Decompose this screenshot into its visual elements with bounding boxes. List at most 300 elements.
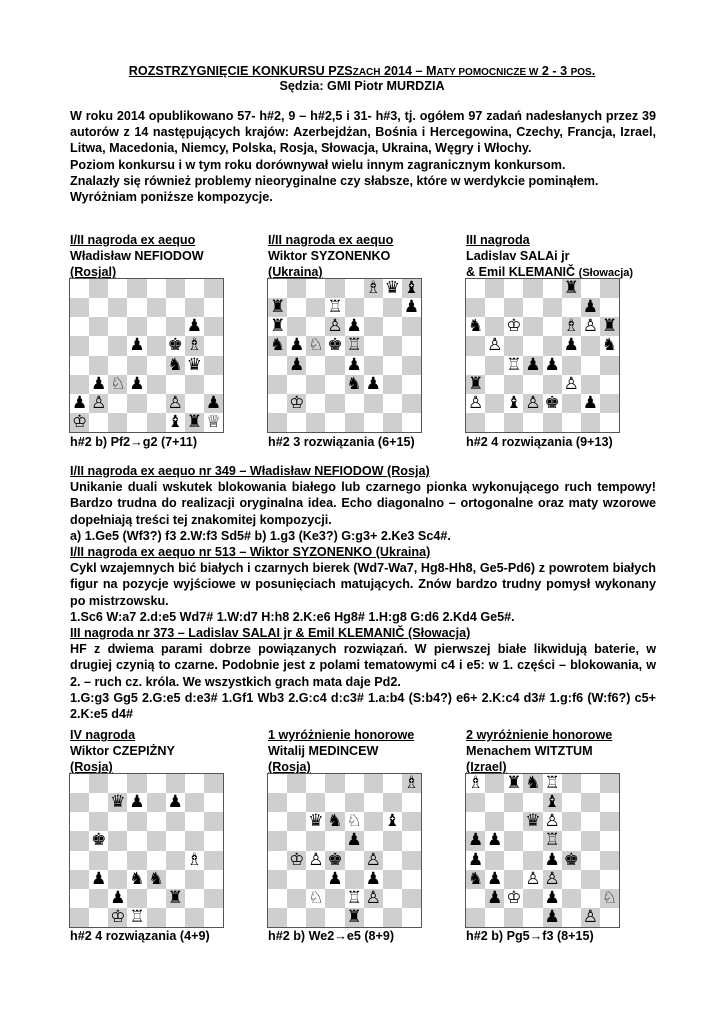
black-pawn-piece: ♟ <box>289 354 305 375</box>
black-bishop-piece: ♝ <box>544 792 560 813</box>
board-square <box>108 774 127 793</box>
board-square <box>204 870 223 889</box>
board-square <box>147 793 166 812</box>
board-square <box>147 298 166 317</box>
white-rook-piece: ♖ <box>327 297 343 318</box>
chess-diagram <box>465 773 620 928</box>
black-pawn-piece: ♟ <box>346 354 362 375</box>
award-label: IV nagroda <box>70 728 136 742</box>
author-name: Witalij MEDINCEW <box>268 744 379 759</box>
black-bishop-piece: ♝ <box>167 411 183 432</box>
board-square <box>306 831 325 850</box>
board-square <box>485 356 504 375</box>
white-pawn-piece: ♙ <box>525 392 541 413</box>
black-knight-piece: ♞ <box>269 335 286 356</box>
board-square <box>268 356 287 375</box>
white-knight-piece: ♘ <box>110 373 126 394</box>
board-square <box>127 831 146 850</box>
board-square <box>485 394 504 413</box>
board-square <box>383 774 402 793</box>
board-square <box>147 831 166 850</box>
board-square <box>504 336 523 355</box>
white-queen-piece: ♕ <box>205 411 222 432</box>
black-queen-piece: ♛ <box>384 278 400 298</box>
black-rook-piece: ♜ <box>346 906 362 927</box>
white-king-piece: ♔ <box>71 411 88 432</box>
white-knight-piece: ♘ <box>601 887 618 908</box>
board-square <box>523 831 542 850</box>
white-pawn-piece: ♙ <box>308 849 324 870</box>
diagram-caption: h#2 4 rozwiązania (4+9) <box>70 929 210 943</box>
white-pawn-piece: ♙ <box>467 392 484 413</box>
board-square <box>402 908 421 927</box>
board-square <box>127 356 146 375</box>
title-part: 2014 – M <box>380 64 437 78</box>
board-square <box>108 356 127 375</box>
board-square <box>70 279 89 298</box>
board-square <box>185 375 204 394</box>
board-square <box>147 908 166 927</box>
board-square <box>108 317 127 336</box>
board-square <box>600 279 619 298</box>
problem-header <box>268 727 414 776</box>
author-country: (Rosja) <box>70 760 113 775</box>
black-queen-piece: ♛ <box>308 811 324 832</box>
problem-header <box>268 232 393 281</box>
award-label: 1 wyróżnienie honorowe <box>268 728 415 742</box>
award-label: III nagroda <box>466 233 530 247</box>
board-square <box>383 298 402 317</box>
board-square <box>70 812 89 831</box>
board-square <box>581 793 600 812</box>
board-square <box>364 793 383 812</box>
board-square <box>306 774 325 793</box>
board-square <box>306 908 325 927</box>
board-square <box>70 375 89 394</box>
board-square <box>466 336 485 355</box>
solution-moves: 1.G:g3 Gg5 2.G:e5 d:e3# 1.Gf1 Wb3 2.G:c4 d:c3# 1.a:b4 (S:b4?) e6+ 2.K:c4 d3# 1.g:f6 (W:f6?) c5+ 2.K:e5 d4# <box>70 690 656 722</box>
board-square <box>166 851 185 870</box>
title-part: PZS <box>328 64 353 78</box>
board-square <box>523 908 542 927</box>
author-name: Menachem WITZTUM <box>466 744 593 759</box>
black-pawn-piece: ♟ <box>186 316 202 337</box>
board-square <box>127 851 146 870</box>
intro-paragraph: Znalazły się również problemy nieoryginalne czy słabsze, które w werdykcie pominąłem. <box>70 173 599 188</box>
board-square <box>600 356 619 375</box>
board-square <box>562 298 581 317</box>
board-square <box>204 298 223 317</box>
board-square <box>402 870 421 889</box>
board-square <box>185 908 204 927</box>
author-name: Wiktor SYZONENKO <box>268 249 391 264</box>
board-square <box>306 413 325 432</box>
board-square <box>268 774 287 793</box>
board-square <box>147 774 166 793</box>
board-square <box>70 356 89 375</box>
white-rook-piece: ♖ <box>506 354 522 375</box>
white-bishop-piece: ♗ <box>186 849 202 870</box>
board-square <box>204 812 223 831</box>
black-rook-piece: ♜ <box>269 297 286 318</box>
board-square <box>204 317 223 336</box>
white-rook-piece: ♖ <box>346 887 362 908</box>
board-square <box>581 870 600 889</box>
black-knight-piece: ♞ <box>148 868 164 889</box>
white-bishop-piece: ♗ <box>186 335 202 356</box>
white-rook-piece: ♖ <box>346 335 362 356</box>
problem-header <box>70 232 204 281</box>
white-knight-piece: ♘ <box>346 811 362 832</box>
author-country: (Rosja) <box>268 760 311 775</box>
board-square <box>562 812 581 831</box>
board-square <box>600 394 619 413</box>
board-square <box>89 279 108 298</box>
board-square <box>364 336 383 355</box>
board-square <box>147 279 166 298</box>
award-label: I/II nagroda ex aequo <box>268 233 394 247</box>
board-square <box>166 774 185 793</box>
board-square <box>70 851 89 870</box>
board-square <box>466 356 485 375</box>
board-square <box>504 793 523 812</box>
board-square <box>108 870 127 889</box>
black-pawn-piece: ♟ <box>487 830 503 851</box>
board-square <box>287 812 306 831</box>
board-square <box>70 336 89 355</box>
board-square <box>504 375 523 394</box>
black-knight-piece: ♞ <box>467 316 484 337</box>
board-square <box>345 774 364 793</box>
problem-header <box>70 727 175 776</box>
chess-diagram <box>69 278 224 433</box>
solution-heading: I/II nagroda ex aequo nr 513 – Wiktor SYZONENKO (Ukraina) <box>70 545 431 560</box>
black-pawn-piece: ♟ <box>110 887 126 908</box>
white-bishop-piece: ♗ <box>467 773 484 793</box>
board-square <box>466 413 485 432</box>
board-square <box>127 394 146 413</box>
white-pawn-piece: ♙ <box>582 316 598 337</box>
black-pawn-piece: ♟ <box>403 297 420 318</box>
chess-diagram <box>69 773 224 928</box>
black-knight-piece: ♞ <box>467 868 484 889</box>
black-king-piece: ♚ <box>91 830 107 851</box>
chess-diagram <box>267 278 422 433</box>
board-square <box>364 812 383 831</box>
white-pawn-piece: ♙ <box>365 849 381 870</box>
board-square <box>523 279 542 298</box>
board-square <box>306 298 325 317</box>
board-square <box>383 793 402 812</box>
board-square <box>89 851 108 870</box>
black-bishop-piece: ♝ <box>403 278 420 298</box>
title-part: 2 - 3 <box>538 64 571 78</box>
black-pawn-piece: ♟ <box>129 373 145 394</box>
board-square <box>345 413 364 432</box>
board-square <box>364 298 383 317</box>
board-square <box>268 812 287 831</box>
board-square <box>402 831 421 850</box>
board-square <box>70 889 89 908</box>
author-name: Ladislav SALAi jr <box>466 249 570 264</box>
diagram-caption: h#2 3 rozwiązania (6+15) <box>268 435 415 449</box>
judge-line: Sędzia: GMI Piotr MURDZIA <box>279 79 445 93</box>
black-pawn-piece: ♟ <box>129 792 145 813</box>
board-square <box>166 870 185 889</box>
board-square <box>287 413 306 432</box>
board-square <box>581 889 600 908</box>
diagram-caption: h#2 b) We2→e5 (8+9) <box>268 929 395 943</box>
board-square <box>89 812 108 831</box>
board-square <box>166 812 185 831</box>
board-square <box>383 356 402 375</box>
board-square <box>108 279 127 298</box>
black-pawn-piece: ♟ <box>129 335 145 356</box>
board-square <box>147 812 166 831</box>
board-square <box>185 812 204 831</box>
board-square <box>166 317 185 336</box>
board-square <box>325 774 344 793</box>
black-pawn-piece: ♟ <box>205 392 222 413</box>
board-square <box>185 394 204 413</box>
board-square <box>600 774 619 793</box>
board-square <box>402 394 421 413</box>
black-pawn-piece: ♟ <box>525 354 541 375</box>
board-square <box>306 356 325 375</box>
board-square <box>287 793 306 812</box>
board-square <box>166 831 185 850</box>
board-square <box>383 375 402 394</box>
board-square <box>166 375 185 394</box>
board-square <box>543 317 562 336</box>
solution-comment: Cykl wzajemnych bić białych i czarnych bierek (Wd7-Wa7, Hg8-Hh8, Ge5-Pd6) z powrotem białych figur na pozycje wyjściowe w posunięciach matujących. Znów bardzo trudny pomysł wykonany po mistrzowsku. <box>70 561 656 608</box>
black-knight-piece: ♞ <box>129 868 145 889</box>
black-pawn-piece: ♟ <box>327 868 343 889</box>
black-pawn-piece: ♟ <box>71 392 88 413</box>
black-pawn-piece: ♟ <box>487 868 503 889</box>
board-square <box>466 279 485 298</box>
black-rook-piece: ♜ <box>563 278 579 298</box>
board-square <box>402 317 421 336</box>
board-square <box>485 908 504 927</box>
board-square <box>325 413 344 432</box>
board-square <box>543 336 562 355</box>
board-square <box>402 851 421 870</box>
board-square <box>383 317 402 336</box>
board-square <box>600 870 619 889</box>
board-square <box>345 793 364 812</box>
board-square <box>600 831 619 850</box>
board-square <box>581 812 600 831</box>
title-part: ATY POMOCNICZE W <box>436 67 539 78</box>
board-square <box>485 317 504 336</box>
board-square <box>287 317 306 336</box>
board-square <box>523 375 542 394</box>
black-rook-piece: ♜ <box>506 773 522 793</box>
award-label: I/II nagroda ex aequo <box>70 233 196 247</box>
board-square <box>485 812 504 831</box>
board-square <box>204 774 223 793</box>
board-square <box>383 889 402 908</box>
board-square <box>89 774 108 793</box>
black-pawn-piece: ♟ <box>346 830 362 851</box>
board-square <box>70 774 89 793</box>
board-square <box>108 413 127 432</box>
board-square <box>287 908 306 927</box>
black-king-piece: ♚ <box>544 392 560 413</box>
board-square <box>89 793 108 812</box>
board-square <box>325 356 344 375</box>
board-square <box>108 831 127 850</box>
board-square <box>485 793 504 812</box>
white-king-piece: ♔ <box>289 392 305 413</box>
board-square <box>70 908 89 927</box>
board-square <box>485 279 504 298</box>
board-square <box>345 298 364 317</box>
problem-header <box>466 727 612 776</box>
board-square <box>325 793 344 812</box>
board-square <box>402 375 421 394</box>
board-square <box>185 279 204 298</box>
board-square <box>70 870 89 889</box>
black-pawn-piece: ♟ <box>544 849 560 870</box>
white-rook-piece: ♖ <box>544 773 560 793</box>
intro-section <box>70 108 656 205</box>
board-square <box>147 375 166 394</box>
white-pawn-piece: ♙ <box>544 868 560 889</box>
board-square <box>581 851 600 870</box>
white-king-piece: ♔ <box>506 887 522 908</box>
black-king-piece: ♚ <box>167 335 183 356</box>
board-square <box>345 870 364 889</box>
board-square <box>204 356 223 375</box>
board-square <box>364 394 383 413</box>
board-square <box>364 317 383 336</box>
board-square <box>543 375 562 394</box>
black-pawn-piece: ♟ <box>487 887 503 908</box>
board-square <box>108 851 127 870</box>
board-square <box>523 889 542 908</box>
white-bishop-piece: ♗ <box>403 773 420 793</box>
board-square <box>185 793 204 812</box>
board-square <box>268 831 287 850</box>
board-square <box>364 774 383 793</box>
board-square <box>287 870 306 889</box>
black-queen-piece: ♛ <box>186 354 202 375</box>
black-pawn-piece: ♟ <box>91 868 107 889</box>
board-square <box>166 298 185 317</box>
solutions-section <box>70 463 656 722</box>
board-square <box>345 279 364 298</box>
board-square <box>562 793 581 812</box>
board-square <box>268 870 287 889</box>
board-square <box>383 413 402 432</box>
black-pawn-piece: ♟ <box>544 354 560 375</box>
board-square <box>147 317 166 336</box>
board-square <box>581 774 600 793</box>
board-square <box>562 394 581 413</box>
board-square <box>504 812 523 831</box>
board-square <box>466 793 485 812</box>
board-square <box>147 356 166 375</box>
board-square <box>581 336 600 355</box>
board-square <box>402 793 421 812</box>
black-pawn-piece: ♟ <box>91 373 107 394</box>
board-square <box>89 336 108 355</box>
board-square <box>523 851 542 870</box>
board-square <box>306 793 325 812</box>
white-pawn-piece: ♙ <box>167 392 183 413</box>
board-square <box>383 831 402 850</box>
title-part: ZACH <box>352 67 381 78</box>
white-pawn-piece: ♙ <box>525 868 541 889</box>
board-square <box>89 317 108 336</box>
board-square <box>581 356 600 375</box>
board-square <box>543 279 562 298</box>
black-pawn-piece: ♟ <box>467 849 484 870</box>
solution-moves: a) 1.Ge5 (Wf3?) f3 2.W:f3 Sd5# b) 1.g3 (Ke3?) G:g3+ 2.Ke3 Sc4#. <box>70 528 451 543</box>
board-square <box>402 812 421 831</box>
board-square <box>543 413 562 432</box>
black-pawn-piece: ♟ <box>582 392 598 413</box>
board-square <box>127 298 146 317</box>
board-square <box>89 413 108 432</box>
board-square <box>523 793 542 812</box>
white-pawn-piece: ♙ <box>487 335 503 356</box>
white-pawn-piece: ♙ <box>544 811 560 832</box>
board-square <box>147 889 166 908</box>
board-square <box>504 851 523 870</box>
board-square <box>504 831 523 850</box>
board-square <box>523 413 542 432</box>
board-square <box>306 317 325 336</box>
board-square <box>325 394 344 413</box>
board-square <box>600 375 619 394</box>
board-square <box>364 908 383 927</box>
author-country: (Izrael) <box>466 760 507 775</box>
black-pawn-piece: ♟ <box>544 887 560 908</box>
board-square <box>364 413 383 432</box>
board-square <box>383 870 402 889</box>
board-square <box>504 413 523 432</box>
board-square <box>504 870 523 889</box>
black-king-piece: ♚ <box>327 335 343 356</box>
board-square <box>70 831 89 850</box>
board-square <box>185 774 204 793</box>
white-rook-piece: ♖ <box>544 830 560 851</box>
document-title <box>0 64 724 80</box>
board-square <box>147 413 166 432</box>
board-square <box>89 356 108 375</box>
board-square <box>127 889 146 908</box>
author-country: (Rosjal) <box>70 265 117 280</box>
board-square <box>325 889 344 908</box>
board-square <box>383 908 402 927</box>
board-square <box>127 279 146 298</box>
black-bishop-piece: ♝ <box>506 392 522 413</box>
white-pawn-piece: ♙ <box>582 906 598 927</box>
board-square <box>600 413 619 432</box>
black-pawn-piece: ♟ <box>582 297 598 318</box>
board-square <box>70 793 89 812</box>
board-square <box>89 298 108 317</box>
board-square <box>185 831 204 850</box>
white-pawn-piece: ♙ <box>91 392 107 413</box>
board-square <box>108 394 127 413</box>
black-pawn-piece: ♟ <box>563 335 579 356</box>
board-square <box>485 851 504 870</box>
board-square <box>268 889 287 908</box>
